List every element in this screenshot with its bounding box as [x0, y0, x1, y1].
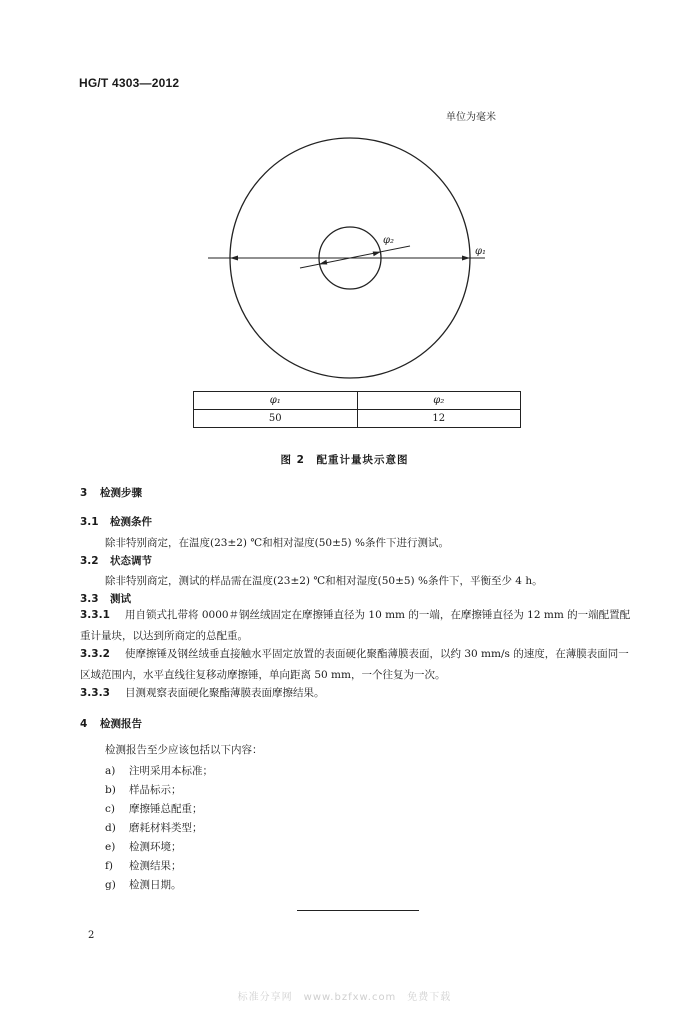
section-3-1-heading — [80, 514, 152, 529]
list-item — [105, 820, 203, 835]
dimension-table — [193, 391, 521, 428]
section-3-3-number: 3.3 — [80, 593, 99, 605]
section-3-3-3-text: 目测观察表面硬化聚酯薄膜表面摩擦结果。 — [125, 687, 325, 699]
inner-arrow-left — [319, 260, 327, 265]
table-row — [194, 410, 521, 428]
list-item-text: 摩擦锤总配重； — [129, 803, 203, 815]
list-item — [105, 877, 182, 892]
section-4-heading — [80, 716, 142, 731]
section-3-1-text: 除非特别商定，在温度(23±2) ℃和相对湿度(50±5) %条件下进行测试。 — [105, 537, 449, 549]
list-item — [105, 839, 182, 854]
section-3-2-text: 除非特别商定，测试的样品需在温度(23±2) ℃和相对湿度(50±5) %条件下，平衡至少 4 h。 — [105, 575, 543, 587]
section-3-3-1-paragraph — [80, 605, 635, 647]
weight-block-diagram — [205, 133, 495, 383]
section-3-3-2-number: 3.3.2 — [80, 648, 110, 660]
section-4-title: 检测报告 — [100, 718, 142, 730]
value-phi1: 50 — [194, 410, 358, 428]
standard-code: HG/T 4303—2012 — [79, 76, 180, 90]
header-phi1: φ₁ — [194, 392, 358, 410]
section-3-2-heading — [80, 553, 152, 568]
section-3-3-1-number: 3.3.1 — [80, 609, 110, 621]
section-3-3-title: 测试 — [110, 593, 131, 605]
table-header-row — [194, 392, 521, 410]
end-rule — [297, 910, 419, 911]
list-item — [105, 801, 203, 816]
inner-diameter-line — [300, 246, 410, 268]
list-item-text: 检测日期。 — [129, 879, 182, 891]
unit-note: 单位为毫米 — [446, 112, 496, 123]
inner-arrow-right — [373, 252, 381, 257]
list-item — [105, 763, 213, 778]
section-3-3-1-text: 用自锁式扎带将 0000＃钢丝绒固定在摩擦锤直径为 10 mm 的一端，在摩擦锤直径为 12 mm 的一端配置配重计量块，以达到所商定的总配重。 — [80, 609, 631, 642]
section-3-3-heading — [80, 591, 131, 606]
list-item-text: 检测环境； — [129, 841, 182, 853]
list-item-text: 注明采用本标准； — [129, 765, 213, 777]
phi1-label: φ₁ — [475, 246, 487, 257]
list-item-text: 检测结果； — [129, 860, 182, 872]
list-item-label: b) — [105, 784, 116, 796]
section-3-1-title: 检测条件 — [110, 516, 152, 528]
page-number: 2 — [88, 930, 95, 941]
section-3-1-number: 3.1 — [80, 516, 99, 528]
list-item-label: f) — [105, 860, 113, 872]
section-3-heading — [80, 485, 142, 500]
list-item-label: e) — [105, 841, 116, 853]
section-3-2-title: 状态调节 — [110, 555, 152, 567]
section-3-3-2-paragraph — [80, 644, 635, 686]
section-3-3-3-paragraph — [80, 683, 635, 704]
section-3-3-2-text: 使摩擦锤及钢丝绒垂直接触水平固定放置的表面硬化聚酯薄膜表面，以约 30 mm/s 的速度，在薄膜表面同一区域范围内，水平直线往复移动摩擦锤，单向距离 50 mm，一个往复为一次。 — [80, 648, 629, 681]
section-3-number: 3 — [80, 487, 88, 499]
value-phi2: 12 — [357, 410, 521, 428]
phi2-label: φ₂ — [383, 235, 395, 246]
outer-arrow-left — [230, 256, 238, 261]
watermark: 标准分享网 www.bzfxw.com 免费下载 — [237, 992, 452, 1003]
list-item — [105, 858, 182, 873]
section-3-title: 检测步骤 — [100, 487, 142, 499]
list-item-text: 磨耗材料类型； — [129, 822, 203, 834]
list-item-text: 样品标示； — [129, 784, 182, 796]
section-3-2-number: 3.2 — [80, 555, 99, 567]
section-4-intro: 检测报告至少应该包括以下内容： — [105, 744, 263, 756]
list-item-label: c) — [105, 803, 115, 815]
section-4-number: 4 — [80, 718, 88, 730]
section-3-3-3-number: 3.3.3 — [80, 687, 110, 699]
list-item — [105, 782, 182, 797]
outer-arrow-right — [462, 256, 470, 261]
list-item-label: d) — [105, 822, 116, 834]
header-phi2: φ₂ — [357, 392, 521, 410]
list-item-label: a) — [105, 765, 116, 777]
figure-caption: 图 2 配重计量块示意图 — [280, 454, 409, 466]
list-item-label: g) — [105, 879, 116, 891]
